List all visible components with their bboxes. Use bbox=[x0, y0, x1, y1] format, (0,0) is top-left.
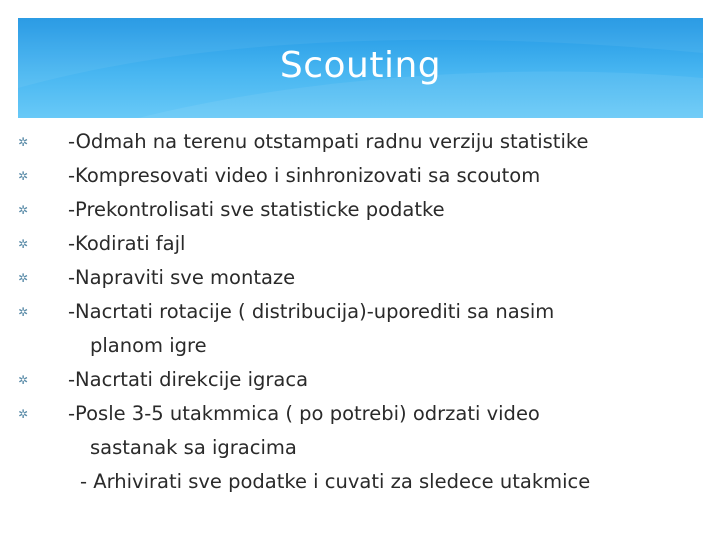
list-item-continuation: sastanak sa igracima bbox=[90, 436, 297, 459]
list-item bbox=[17, 125, 678, 159]
list-item-continuation: planom igre bbox=[90, 334, 207, 357]
list-item bbox=[17, 397, 678, 431]
bullet-star-icon: ✲ bbox=[17, 203, 29, 217]
list-item bbox=[17, 159, 678, 193]
list-item-text: -Odmah na terenu otstampati radnu verziju statistike bbox=[68, 130, 589, 153]
list-item bbox=[17, 363, 678, 397]
list-item-text: -Napraviti sve montaze bbox=[68, 266, 296, 289]
bullet-star-icon: ✲ bbox=[17, 407, 29, 421]
bullet-star-icon: ✲ bbox=[17, 169, 29, 183]
bullet-star-icon: ✲ bbox=[17, 135, 29, 149]
bullet-list bbox=[17, 125, 678, 499]
title-banner bbox=[18, 18, 703, 118]
list-item-text: -Kodirati fajl bbox=[68, 232, 186, 255]
list-item bbox=[17, 227, 678, 261]
bullet-star-icon: ✲ bbox=[17, 373, 29, 387]
bullet-star-icon: ✲ bbox=[17, 237, 29, 251]
list-item-text: -Prekontrolisati sve statisticke podatke bbox=[68, 198, 445, 221]
extra-line: - Arhivirati sve podatke i cuvati za sledece utakmice bbox=[80, 470, 591, 493]
list-item-text: -Nacrtati rotacije ( distribucija)-uporediti sa nasim bbox=[68, 300, 555, 323]
bullet-star-icon: ✲ bbox=[17, 271, 29, 285]
list-item-text: -Kompresovati video i sinhronizovati sa scoutom bbox=[68, 164, 541, 187]
slide-title: Scouting bbox=[279, 44, 442, 86]
list-item bbox=[17, 295, 678, 329]
list-item-text: -Posle 3-5 utakmmica ( po potrebi) odrzati video bbox=[68, 402, 540, 425]
list-item bbox=[17, 193, 678, 227]
bullet-star-icon: ✲ bbox=[17, 305, 29, 319]
list-item bbox=[17, 261, 678, 295]
list-item-text: -Nacrtati direkcije igraca bbox=[68, 368, 309, 391]
